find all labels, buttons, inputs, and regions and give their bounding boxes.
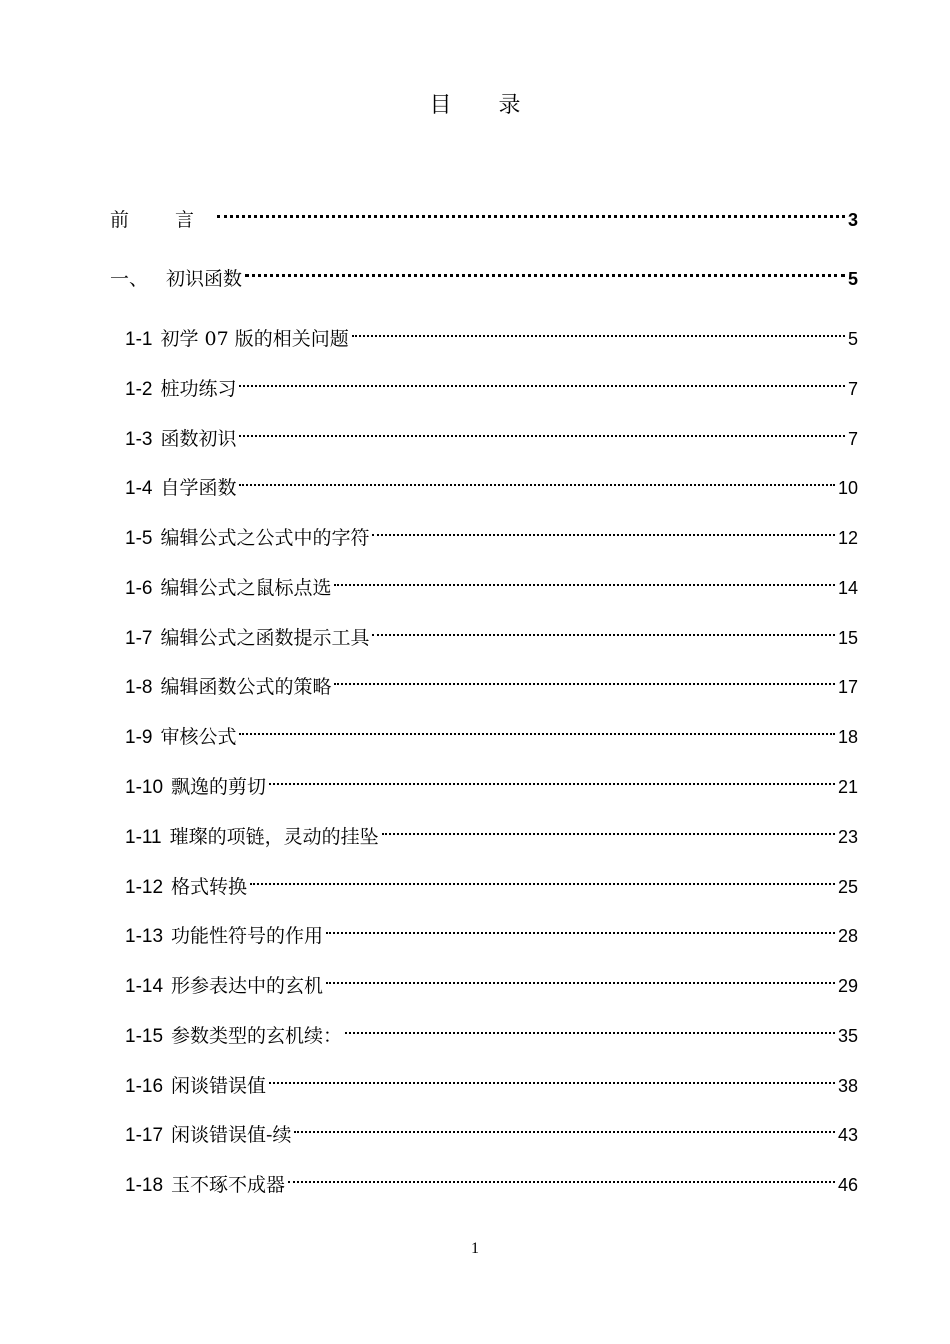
- toc-entry[interactable]: [125, 1012, 858, 1047]
- toc-entry[interactable]: [125, 564, 858, 599]
- toc-entry[interactable]: [125, 912, 858, 947]
- toc-entry[interactable]: [125, 514, 858, 549]
- toc-entry-page: 5: [847, 269, 858, 289]
- toc-leader-dots: [239, 365, 845, 395]
- toc-leader-dots: [269, 763, 835, 793]
- toc-entry-page: 23: [837, 827, 858, 847]
- toc-entry[interactable]: [125, 813, 858, 848]
- toc-entry-page: 17: [837, 677, 858, 697]
- toc-leader-dots: [372, 514, 834, 544]
- toc-entry-number: 1-1: [125, 329, 153, 350]
- toc-leader-dots: [288, 1161, 835, 1191]
- toc-entry-title: 功能性符号的作用: [171, 925, 324, 947]
- toc-entry-title: 审核公式: [160, 726, 237, 748]
- toc-entry-number: 一、: [110, 269, 149, 290]
- toc-entry[interactable]: [125, 315, 858, 350]
- toc-leader-dots: [217, 196, 845, 226]
- toc-entry-title: 函数初识: [160, 428, 237, 450]
- toc-entry-title: 前 言: [110, 209, 215, 231]
- toc-entry-page: 38: [837, 1076, 858, 1096]
- toc-entry[interactable]: [125, 365, 858, 400]
- toc-entry-title: 闲谈错误值: [171, 1075, 267, 1097]
- toc-entry-page: 5: [847, 329, 858, 349]
- toc-leader-dots: [345, 1012, 835, 1042]
- toc-entry-page: 29: [837, 976, 858, 996]
- toc-entry[interactable]: [125, 663, 858, 698]
- toc-entry-page: 10: [837, 478, 858, 498]
- toc-entry-number: 1-17: [125, 1125, 164, 1146]
- toc-entry[interactable]: [125, 763, 858, 798]
- toc-entry[interactable]: [125, 962, 858, 997]
- toc-leader-dots: [269, 1062, 835, 1092]
- toc-entry[interactable]: [125, 1111, 858, 1146]
- toc-leader-dots: [294, 1111, 835, 1141]
- toc-entry-title: 格式转换: [171, 876, 248, 898]
- toc-entry-number: 1-18: [125, 1175, 164, 1196]
- toc-entry[interactable]: [110, 255, 858, 290]
- toc-entry-number: 1-2: [125, 379, 153, 400]
- toc-entry-number: 1-6: [125, 578, 153, 599]
- toc-leader-dots: [239, 464, 834, 494]
- toc-entry-number: 1-13: [125, 926, 164, 947]
- toc-entry-page: 21: [837, 777, 858, 797]
- toc-leader-dots: [239, 415, 845, 445]
- toc-entry-number: 1-8: [125, 677, 153, 698]
- toc-entry-number: 1-3: [125, 429, 153, 450]
- page-number: 1: [471, 1240, 479, 1257]
- toc-entry-page: 3: [847, 210, 858, 230]
- toc-entry[interactable]: [125, 1161, 858, 1196]
- toc-entry-number: 1-16: [125, 1076, 164, 1097]
- toc-leader-dots: [326, 912, 835, 942]
- toc-entry-title: 玉不琢不成器: [171, 1174, 286, 1196]
- toc-leader-dots: [352, 315, 845, 345]
- toc-entry[interactable]: [125, 1062, 858, 1097]
- toc-entry-title: 自学函数: [160, 477, 237, 499]
- toc-entry-number: 1-5: [125, 528, 153, 549]
- toc-leader-dots: [245, 255, 845, 285]
- toc-entry-page: 35: [837, 1026, 858, 1046]
- toc-entry-title: 形参表达中的玄机: [171, 975, 324, 997]
- toc-entry-title: 初学 07 版的相关问题: [160, 328, 349, 350]
- toc-entry-number: 1-10: [125, 777, 164, 798]
- toc-entry-title: 桩功练习: [160, 378, 237, 400]
- toc-entry-title: 编辑公式之公式中的字符: [160, 527, 370, 549]
- toc-entry-number: 1-12: [125, 877, 164, 898]
- toc-entry-page: 7: [847, 429, 858, 449]
- toc-leader-dots: [334, 564, 834, 594]
- toc-entry-title: 编辑函数公式的策略: [160, 676, 332, 698]
- toc-entry[interactable]: [125, 464, 858, 499]
- toc-entry-number: 1-14: [125, 976, 164, 997]
- toc-entry-title: 初识函数: [166, 268, 243, 290]
- toc-entry-number: 1-4: [125, 478, 153, 499]
- toc-entry-number: 1-15: [125, 1026, 164, 1047]
- toc-entry-page: 12: [837, 528, 858, 548]
- toc-entry-title: 璀璨的项链，灵动的挂坠: [169, 826, 379, 848]
- toc-entry-page: 25: [837, 877, 858, 897]
- toc-entry-title: 参数类型的玄机续：: [171, 1025, 343, 1047]
- toc-entry[interactable]: [125, 415, 858, 450]
- toc-entry-title: 编辑公式之鼠标点选: [160, 577, 332, 599]
- toc-leader-dots: [239, 713, 834, 743]
- toc-entry-page: 46: [837, 1175, 858, 1195]
- toc-entry-number: 1-7: [125, 628, 153, 649]
- toc-leader-dots: [250, 863, 835, 893]
- toc-entry-title: 编辑公式之函数提示工具: [160, 627, 370, 649]
- toc-entry[interactable]: [125, 713, 858, 748]
- toc-leader-dots: [326, 962, 835, 992]
- toc-title: 目 录: [429, 93, 541, 118]
- toc-entry-number: 1-11: [125, 827, 162, 848]
- toc-entry-page: 28: [837, 926, 858, 946]
- toc-entry-page: 7: [847, 379, 858, 399]
- toc-entry-page: 18: [837, 727, 858, 747]
- toc-entry[interactable]: [125, 863, 858, 898]
- toc-entry-page: 43: [837, 1125, 858, 1145]
- toc-entry-title: 闲谈错误值-续: [171, 1124, 292, 1146]
- toc-entry-title: 飘逸的剪切: [171, 776, 267, 798]
- toc-leader-dots: [334, 663, 834, 693]
- toc-entry[interactable]: [125, 614, 858, 649]
- toc-entry-page: 15: [837, 628, 858, 648]
- toc-entry-page: 14: [837, 578, 858, 598]
- toc-entry[interactable]: [110, 196, 858, 231]
- toc-entry-number: 1-9: [125, 727, 153, 748]
- toc-leader-dots: [382, 813, 835, 843]
- toc-leader-dots: [372, 614, 834, 644]
